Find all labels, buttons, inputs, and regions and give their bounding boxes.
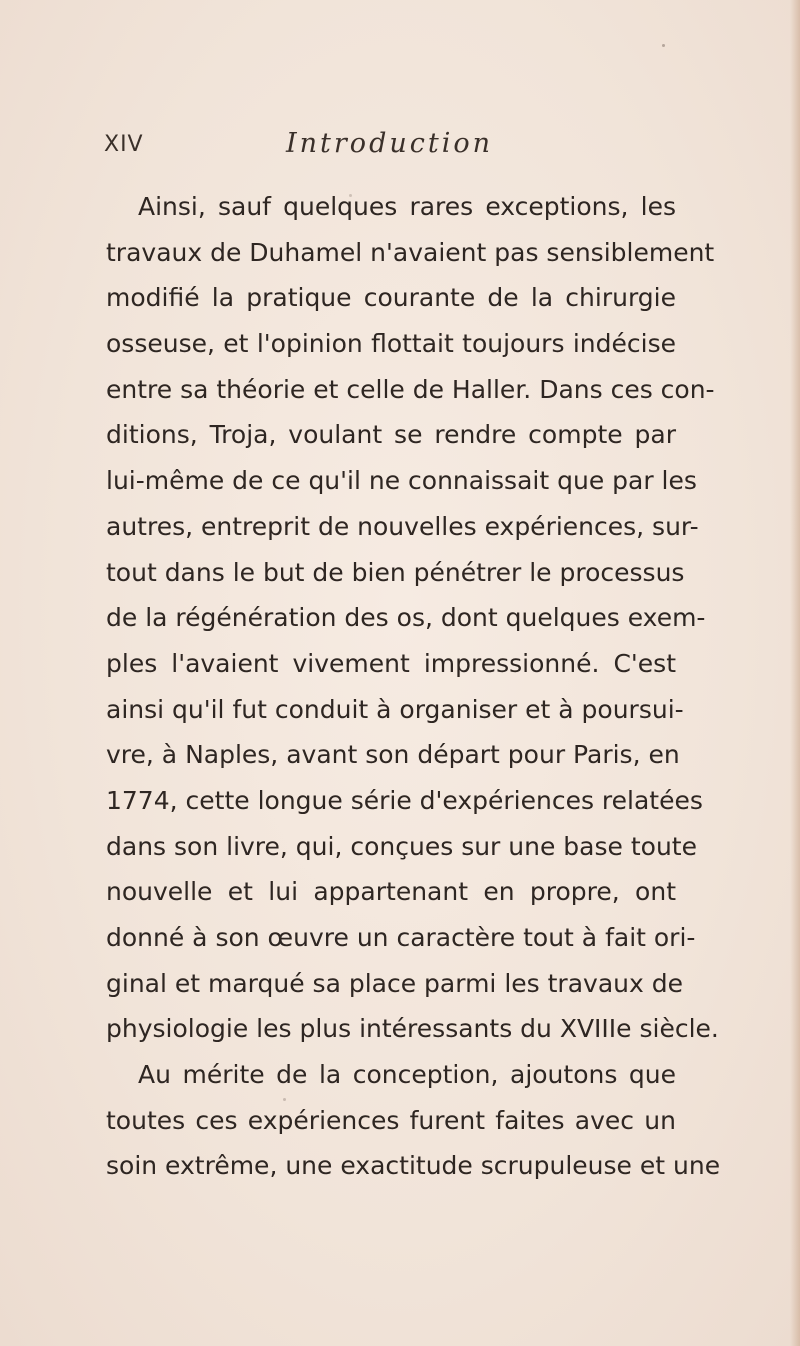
body-text	[106, 184, 721, 1189]
text-line: soin extrême, une exactitude scrupuleuse et une	[106, 1151, 721, 1181]
text-line: travaux de Duhamel n'avaient pas sensiblement	[106, 237, 715, 267]
text-line: Ainsi, sauf quelques rares exceptions, les	[138, 192, 676, 221]
text-line: lui-même de ce qu'il ne connaissait que par les	[106, 466, 697, 496]
text-line: tout dans le but de bien pénétrer le processus	[106, 557, 685, 587]
text-line: entre sa théorie et celle de Haller. Dans ces con-	[106, 374, 715, 404]
text-line: autres, entreprit de nouvelles expériences, sur-	[106, 511, 699, 541]
text-line: de la régénération des os, dont quelques exem-	[106, 603, 706, 633]
running-title: Introduction	[286, 128, 493, 159]
text-line: toutes ces expériences furent faites avec un	[106, 1105, 676, 1135]
text-line: nouvelle et lui appartenant en propre, ont	[106, 877, 676, 907]
text-line: ainsi qu'il fut conduit à organiser et à poursui-	[106, 694, 684, 724]
text-line: vre, à Naples, avant son départ pour Paris, en	[106, 740, 680, 770]
text-line: ginal et marqué sa place parmi les travaux de	[106, 968, 683, 998]
text-line: ditions, Troja, voulant se rendre compte par	[106, 420, 676, 450]
page-header	[104, 128, 704, 168]
text-line: dans son livre, qui, conçues sur une base toute	[106, 831, 697, 861]
text-line: osseuse, et l'opinion flottait toujours indécise	[106, 329, 676, 359]
text-line: modifié la pratique courante de la chirurgie	[106, 283, 676, 313]
text-line: 1774, cette longue série d'expériences relatées	[106, 785, 703, 815]
text-line: donné à son œuvre un caractère tout à fait ori-	[106, 923, 696, 952]
text-line: physiologie les plus intéressants du XVIIIe siècle.	[106, 1014, 719, 1044]
text-line: ples l'avaient vivement impressionné. C'est	[106, 648, 676, 678]
paper-speck	[662, 44, 665, 47]
page-edge-shadow	[790, 0, 800, 1346]
page-number: XIV	[104, 132, 144, 157]
text-line: Au mérite de la conception, ajoutons que	[138, 1060, 676, 1090]
